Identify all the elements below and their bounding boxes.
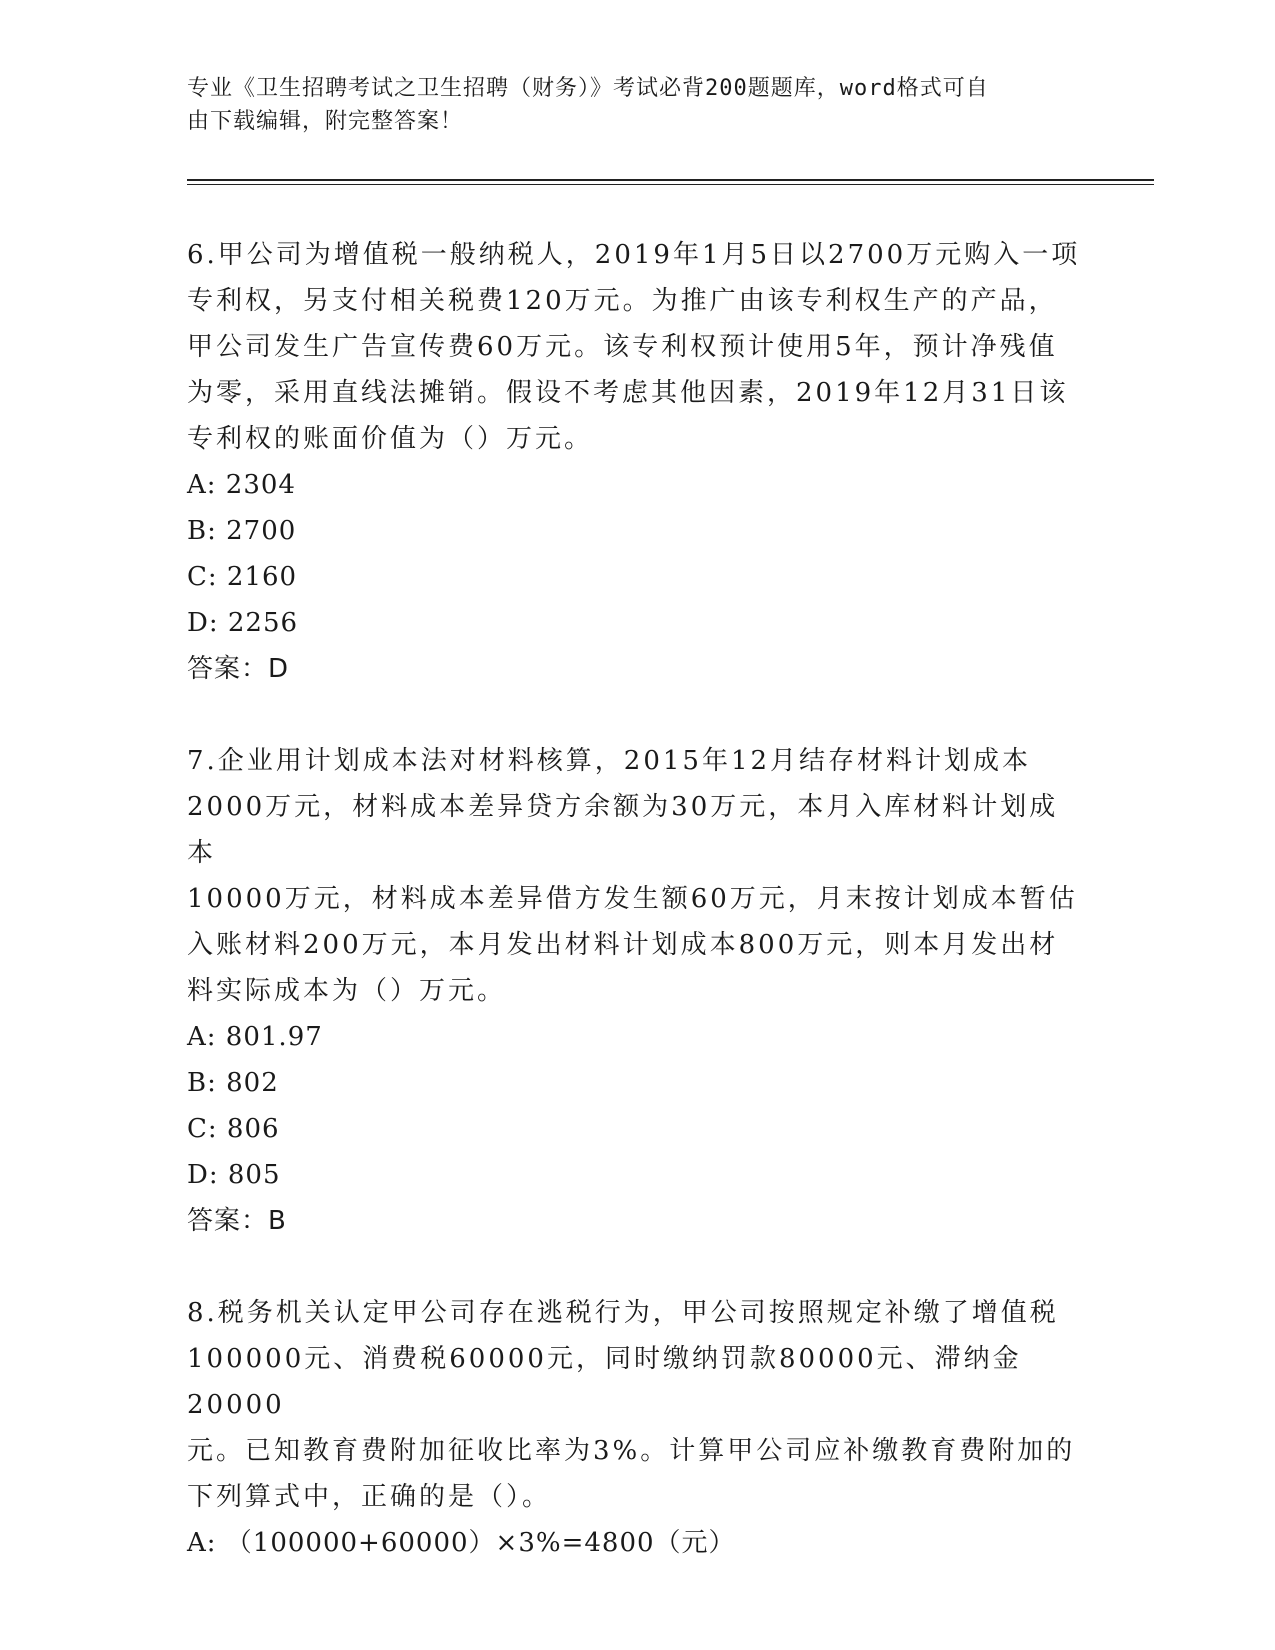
header-line-1: 专业《卫生招聘考试之卫生招聘（财务）》考试必背200题题库，word格式可自 [187,76,989,101]
question-line: 甲公司发生广告宣传费60万元。该专利权预计使用5年，预计净残值 [187,332,1058,362]
question-line: 8.税务机关认定甲公司存在逃税行为，甲公司按照规定补缴了增值税 [187,1298,1059,1328]
header-divider-thick [187,179,1154,181]
question-6-text [187,232,1087,462]
question-line: 7.企业用计划成本法对材料核算，2015年12月结存材料计划成本 [187,746,1032,776]
question-line: 10000万元，材料成本差异借方发生额60万元，月末按计划成本暂估 [187,884,1078,914]
option-d: D: 805 [187,1160,281,1190]
answer-label: 答案：D [187,654,290,684]
question-line: 专利权的账面价值为（）万元。 [187,424,594,454]
option-a: A: 801.97 [187,1022,323,1052]
option-b: B: 2700 [187,516,297,546]
option-a: A: 2304 [187,470,296,500]
question-line: 下列算式中，正确的是（）。 [187,1482,552,1512]
question-line: 入账材料200万元，本月发出材料计划成本800万元，则本月发出材 [187,930,1059,960]
header-divider-thin [187,184,1154,185]
question-line: 100000元、消费税60000元，同时缴纳罚款80000元、滞纳金20000 [187,1344,1022,1420]
question-line: 为零，采用直线法摊销。假设不考虑其他因素，2019年12月31日该 [187,378,1069,408]
document-header [187,72,1087,138]
question-line: 料实际成本为（）万元。 [187,976,507,1006]
question-list [187,232,1087,1612]
question-line: 专利权，另支付相关税费120万元。为推广由该专利权生产的产品， [187,286,1058,316]
question-line: 元。已知教育费附加征收比率为3%。计算甲公司应补缴教育费附加的 [187,1436,1076,1466]
question-line: 6.甲公司为增值税一般纳税人，2019年1月5日以2700万元购入一项 [187,240,1081,270]
answer-label: 答案：B [187,1206,287,1236]
option-b: B: 802 [187,1068,279,1098]
question-6 [187,232,1087,692]
option-d: D: 2256 [187,608,299,638]
question-7 [187,738,1087,1244]
question-8-text [187,1290,1087,1520]
question-8 [187,1290,1087,1566]
option-a: A: （100000+60000）×3%=4800（元） [187,1528,736,1558]
question-line: 2000万元，材料成本差异贷方余额为30万元，本月入库材料计划成本 [187,792,1059,868]
option-c: C: 806 [187,1114,280,1144]
option-c: C: 2160 [187,562,298,592]
header-line-2: 由下载编辑，附完整答案！ [187,109,464,134]
question-7-text [187,738,1087,1014]
